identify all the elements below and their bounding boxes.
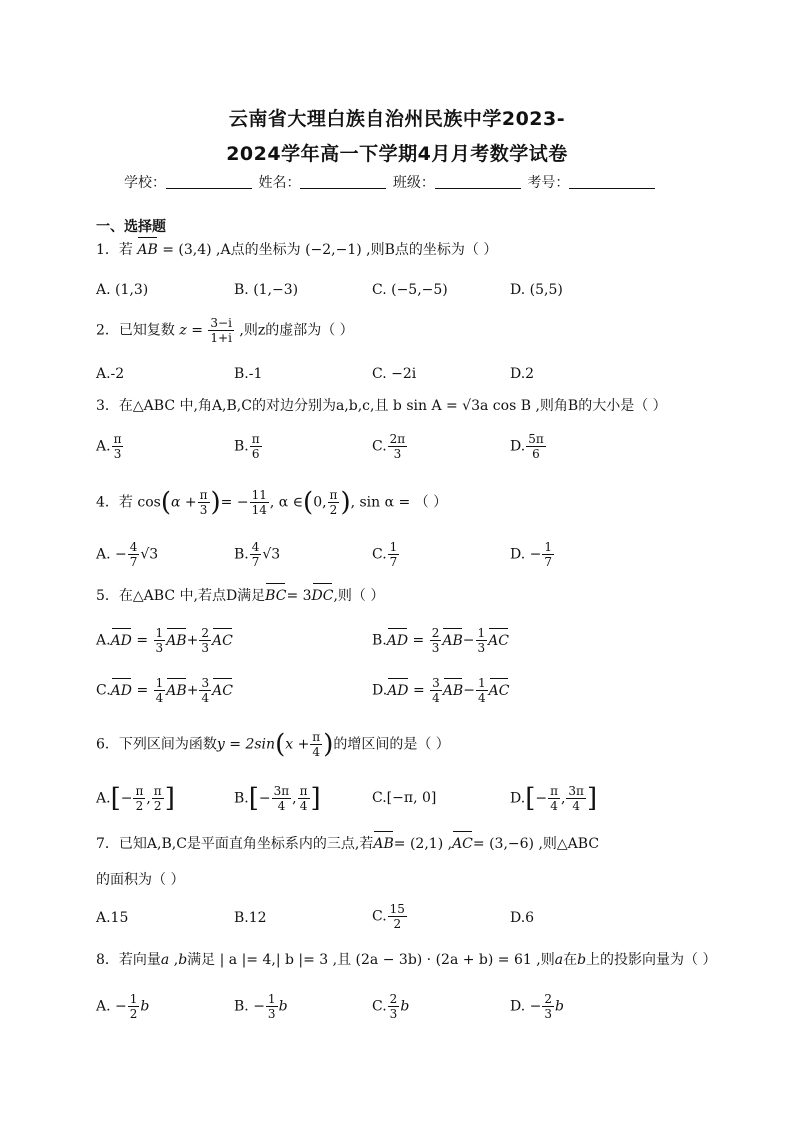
- question-8: 8．若向量a ,b满足 | a |= 4,| b |= 3 ,且 (2a − 3b) · (2a + b) = 61 ,则a在b上的投影向量为（ ）: [96, 952, 717, 968]
- title-line-2: 2024学年高一下学期4月月考数学试卷: [226, 143, 568, 165]
- q3-option-a[interactable]: A. $\frac{\pi}{3}$: [96, 432, 122, 461]
- q3-option-c[interactable]: C. $\frac{2\pi}{3}$: [372, 432, 406, 461]
- q1-option-b[interactable]: B. (1,−3): [234, 282, 299, 298]
- q8-option-c[interactable]: C. $\frac{2}{3}$ b: [372, 992, 410, 1021]
- title-line-1: 云南省大理白族自治州民族中学2023-: [228, 108, 566, 130]
- vector-ab: AB: [137, 242, 158, 258]
- q8-option-d[interactable]: D. − $\frac{2}{3}$ b: [510, 992, 564, 1021]
- q3-option-d[interactable]: D. $\frac{5\pi}{6}$: [510, 432, 544, 461]
- q1-option-a[interactable]: A. (1,3): [96, 282, 149, 298]
- q7-option-b[interactable]: B.12: [234, 910, 267, 926]
- exam-no-blank[interactable]: [569, 174, 655, 189]
- question-5: 5．在△ABC 中,若点D满足BC= 3DC,则（ ）: [96, 588, 385, 604]
- q7-option-c[interactable]: C. $\frac{15}{2}$: [372, 902, 405, 931]
- question-4: 4．若 cos(α + $\frac{\pi}{3}$ )= − $\frac{11}{14}$ , α ∈(0, $\frac{\pi}{2}$ ), sin α = （ ）: [96, 487, 448, 518]
- student-info-row: [124, 172, 657, 192]
- fraction: $\frac{3-i}{1+i}$: [210, 316, 232, 345]
- q7-option-d[interactable]: D.6: [510, 910, 535, 926]
- q6-option-b[interactable]: B.[− $\frac{3\pi}{4}$ , $\frac{\pi}{4}$ ]: [234, 783, 321, 814]
- q2-option-d[interactable]: D.2: [510, 366, 535, 382]
- q5-option-b[interactable]: B.AD = $\frac{2}{3}$ AB− $\frac{1}{3}$ AC: [372, 626, 509, 655]
- q2-option-a[interactable]: A.-2: [96, 366, 125, 382]
- question-1: 1．若 AB = (3,4) ,A点的坐标为 (−2,−1) ,则B点的坐标为（ ）: [96, 242, 498, 258]
- name-label: 姓名：: [258, 175, 301, 191]
- section-heading: 一、选择题: [96, 219, 166, 235]
- school-label: 学校：: [124, 175, 166, 191]
- q7-option-a[interactable]: A.15: [96, 910, 129, 926]
- q3-option-b[interactable]: B. $\frac{\pi}{6}$: [234, 432, 260, 461]
- school-blank[interactable]: [166, 174, 252, 189]
- q4-option-c[interactable]: C. $\frac{1}{7}$: [372, 540, 398, 569]
- q6-option-a[interactable]: A.[− $\frac{\pi}{2}$ , $\frac{\pi}{2}$ ]: [96, 783, 175, 814]
- q4-option-b[interactable]: B. $\frac{4}{7}$ √3: [234, 540, 281, 569]
- q2-option-b[interactable]: B.-1: [234, 366, 263, 382]
- q5-option-a[interactable]: A.AD = $\frac{1}{3}$ AB+ $\frac{2}{3}$ AC: [96, 626, 233, 655]
- q2-option-c[interactable]: C. −2i: [372, 366, 417, 382]
- q6-option-d[interactable]: D.[− $\frac{\pi}{4}$ , $\frac{3\pi}{4}$ ]: [510, 783, 598, 814]
- question-3: 3．在△ABC 中,角A,B,C的对边分别为a,b,c,且 b sin A = √3a cos B ,则角B的大小是（ ）: [96, 398, 667, 414]
- q4-option-a[interactable]: A. − $\frac{4}{7}$ √3: [96, 540, 159, 569]
- q6-option-c[interactable]: C.[−π, 0]: [372, 790, 437, 806]
- q5-option-d[interactable]: D.AD = $\frac{3}{4}$ AB− $\frac{1}{4}$ AC: [372, 676, 510, 705]
- q1-option-c[interactable]: C. (−5,−5): [372, 282, 448, 298]
- question-7-line-2: 的面积为（ ）: [96, 872, 185, 888]
- question-7: 7．已知A,B,C是平面直角坐标系内的三点,若AB= (2,1) ,AC= (3,−6) ,则△ABC: [96, 836, 600, 852]
- question-6: 6．下列区间为函数y = 2sin(x + $\frac{\pi}{4}$ )的增区间的是（ ）: [96, 729, 450, 760]
- q4-option-d[interactable]: D. − $\frac{1}{7}$: [510, 540, 552, 569]
- exam-no-label: 考号：: [527, 175, 570, 191]
- class-blank[interactable]: [435, 174, 521, 189]
- q1-option-d[interactable]: D. (5,5): [510, 282, 563, 298]
- class-label: 班级：: [392, 175, 435, 191]
- question-2: 2．已知复数 z = $\frac{3-i}{1+i}$ ,则z的虚部为（ ）: [96, 316, 354, 345]
- name-blank[interactable]: [300, 174, 386, 189]
- q8-option-b[interactable]: B. − $\frac{1}{3}$ b: [234, 992, 288, 1021]
- q5-option-c[interactable]: C.AD = $\frac{1}{4}$ AB+ $\frac{3}{4}$ AC: [96, 676, 233, 705]
- q8-option-a[interactable]: A. − $\frac{1}{2}$ b: [96, 992, 150, 1021]
